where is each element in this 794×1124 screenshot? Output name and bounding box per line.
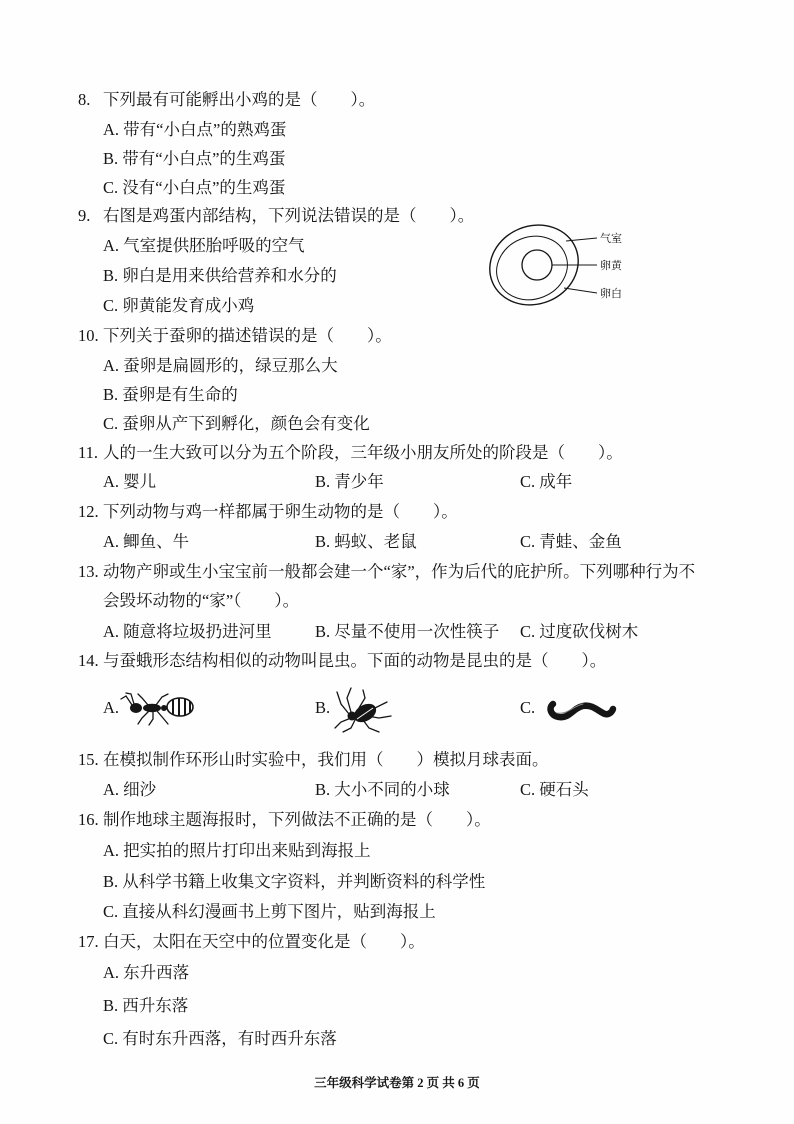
option-a: A. 带有“小白点”的熟鸡蛋 [103, 120, 287, 139]
question-stem: 人的一生大致可以分为五个阶段，三年级小朋友所处的阶段是（ ）。 [103, 443, 623, 462]
question-number: 12. [78, 502, 99, 521]
option-c: C. 硬石头 [520, 780, 589, 799]
question-number: 8. [78, 90, 91, 109]
ant-icon [118, 688, 198, 730]
label-albumen: 卵白 [600, 288, 622, 300]
worm-icon [545, 696, 617, 726]
option-b: B. 卵白是用来供给营养和水分的 [103, 266, 337, 285]
question-stem: 下列动物与鸡一样都属于卵生动物的是（ ）。 [103, 502, 458, 521]
label-yolk: 卵黄 [600, 260, 622, 272]
question-number: 10. [78, 326, 99, 345]
question-number: 9. [78, 206, 91, 225]
option-b-label: B. [315, 698, 331, 717]
option-b: B. 从科学书籍上收集文字资料，并判断资料的科学性 [103, 872, 486, 891]
question-stem: 下列关于蚕卵的描述错误的是（ ）。 [103, 326, 392, 345]
question-number: 11. [78, 443, 99, 462]
option-c: C. 卵黄能发育成小鸡 [103, 296, 255, 315]
question-stem-line-2: 会毁坏动物的“家”（ ）。 [103, 591, 300, 610]
question-number: 16. [78, 810, 99, 829]
egg-yolk [522, 250, 552, 280]
question-number: 17. [78, 932, 99, 951]
question-stem: 下列最有可能孵出小鸡的是（ ）。 [103, 90, 376, 109]
option-b: B. 蚂蚁、老鼠 [315, 532, 417, 551]
option-b: B. 带有“小白点”的生鸡蛋 [103, 149, 286, 168]
option-c: C. 没有“小白点”的生鸡蛋 [103, 178, 286, 197]
option-a: A. 气室提供胚胎呼吸的空气 [103, 236, 305, 255]
option-a: A. 随意将垃圾扔进河里 [103, 622, 272, 641]
option-b: B. 蚕卵是有生命的 [103, 385, 238, 404]
option-c: C. 青蛙、金鱼 [520, 532, 622, 551]
page-footer: 三年级科学试卷第 2 页 共 6 页 [314, 1076, 480, 1090]
question-stem: 右图是鸡蛋内部结构，下列说法错误的是（ ）。 [103, 206, 475, 225]
option-b: B. 西升东落 [103, 996, 189, 1015]
option-a: A. 蚕卵是扁圆形的，绿豆那么大 [103, 356, 338, 375]
option-a: A. 鲫鱼、牛 [103, 532, 190, 551]
option-c: C. 过度砍伐树木 [520, 622, 639, 641]
option-a: A. 婴儿 [103, 472, 157, 491]
question-stem-line-1: 动物产卵或生小宝宝前一般都会建一个“家”，作为后代的庇护所。下列哪种行为不 [103, 562, 696, 581]
question-number: 15. [78, 750, 99, 769]
option-b: B. 大小不同的小球 [315, 780, 450, 799]
label-air-cell: 气室 [600, 233, 622, 245]
option-c-label: C. [520, 698, 536, 717]
option-a-label: A. [103, 698, 120, 717]
option-c: C. 有时东升西落，有时西升东落 [103, 1029, 337, 1048]
question-stem: 制作地球主题海报时，下列做法不正确的是（ ）。 [103, 810, 491, 829]
option-c: C. 蚕卵从产下到孵化，颜色会有变化 [103, 414, 370, 433]
beetle-icon [333, 686, 395, 734]
question-stem: 与蚕蛾形态结构相似的动物叫昆虫。下面的动物是昆虫的是（ ）。 [103, 651, 607, 670]
option-b: B. 青少年 [315, 472, 384, 491]
egg-structure-diagram [480, 220, 640, 315]
question-number: 13. [78, 562, 99, 581]
option-c: C. 成年 [520, 472, 573, 491]
option-c: C. 直接从科幻漫画书上剪下图片，贴到海报上 [103, 902, 436, 921]
egg-white-boundary [487, 226, 577, 310]
question-number: 14. [78, 651, 99, 670]
albumen-pointer [564, 288, 597, 293]
option-a: A. 把实拍的照片打印出来贴到海报上 [103, 841, 371, 860]
question-stem: 在模拟制作环形山时实验中，我们用（ ）模拟月球表面。 [103, 750, 549, 769]
option-a: A. 东升西落 [103, 963, 190, 982]
question-stem: 白天，太阳在天空中的位置变化是（ ）。 [103, 932, 425, 951]
option-b: B. 尽量不使用一次性筷子 [315, 622, 500, 641]
option-a: A. 细沙 [103, 780, 157, 799]
